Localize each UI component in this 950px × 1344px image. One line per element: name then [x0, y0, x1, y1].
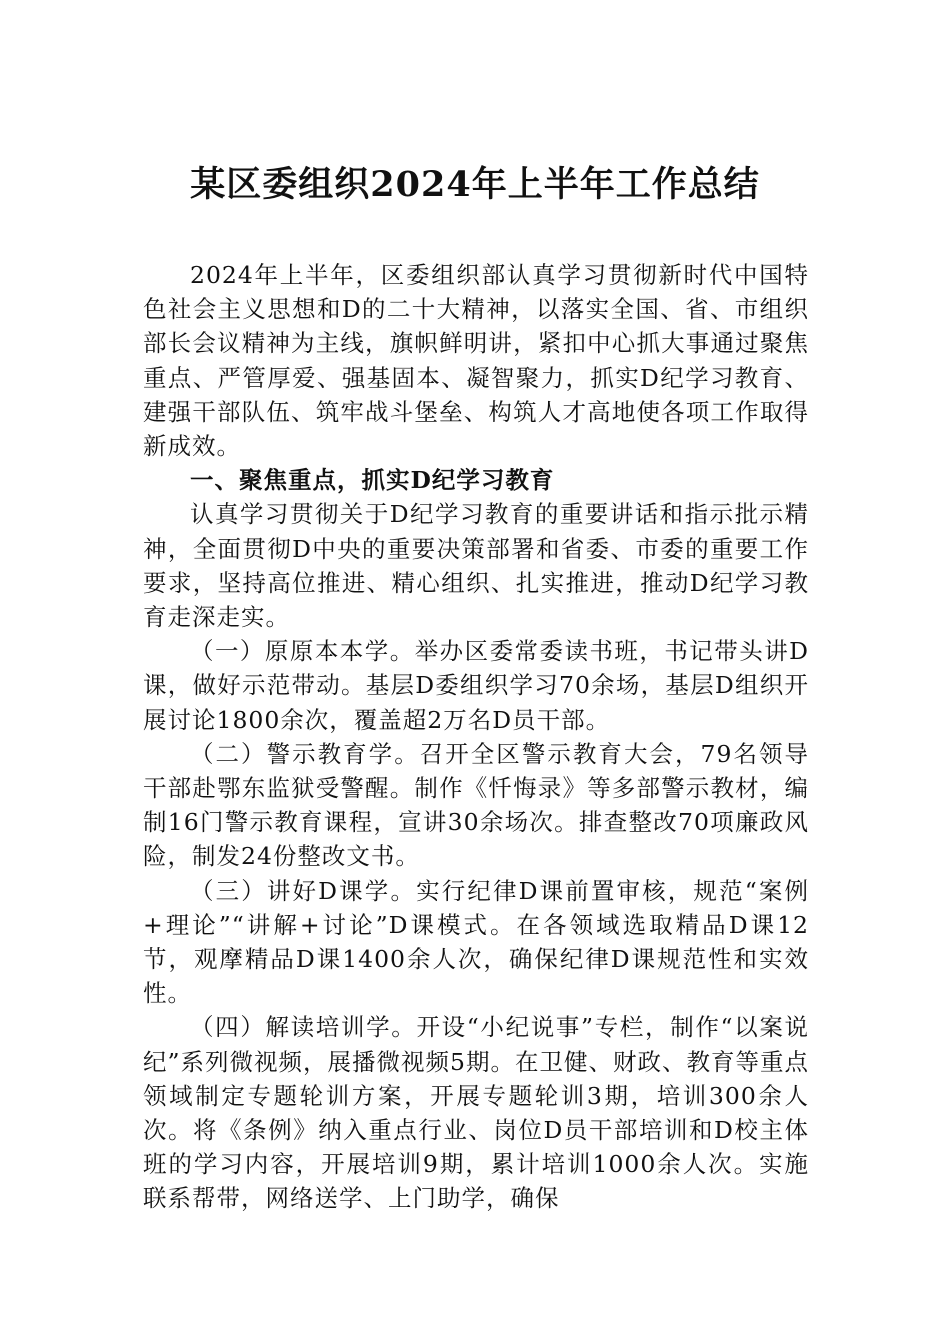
subsection-paragraph	[143, 634, 809, 737]
subsection-heading: （三）讲好D课学。	[190, 876, 417, 905]
subsection-heading: （四）解读培训学。	[190, 1013, 417, 1042]
subsection-paragraph	[143, 874, 809, 1011]
document-body	[143, 258, 809, 1216]
subsection-text: 开设“小纪说事”专栏，制作“以案说纪”系列微视频，展播微视频5期。在卫健、财政、教育等重点领域制定专题轮训方案，开展专题轮训3期，培训300余人次。将《条例》纳入重点行业、岗位D员干部培训和D校主体班的学习内容，开展培训9期，累计培训1000余人次。实施联系帮带，网络送学、上门助学，确保	[143, 1013, 810, 1213]
subsection-paragraph	[143, 737, 809, 874]
subsection-text: 实行纪律D课前置审核，规范“案例+理论”“讲解+讨论”D课模式。在各领域选取精品D课12节，观摩精品D课1400余人次，确保纪律D课规范性和实效性。	[143, 876, 809, 1008]
subsection-paragraph	[143, 1010, 809, 1215]
intro-paragraph: 2024年上半年，区委组织部认真学习贯彻新时代中国特色社会主义思想和D的二十大精神，以落实全国、省、市组织部长会议精神为主线，旗帜鲜明讲，紧扣中心抓大事通过聚焦重点、严管厚爱、强基固本、凝智聚力，抓实D纪学习教育、建强干部队伍、筑牢战斗堡垒、构筑人才高地使各项工作取得新成效。	[143, 261, 809, 461]
subsection-text: 召开全区警示教育大会，79名领导干部赴鄂东监狱受警醒。制作《忏悔录》等多部警示教材，编制16门警示教育课程，宣讲30余场次。排查整改70项廉政风险，制发24份整改文书。	[143, 739, 809, 871]
section-heading: 一、聚焦重点，抓实D纪学习教育	[190, 466, 555, 495]
section-intro-paragraph: 认真学习贯彻关于D纪学习教育的重要讲话和指示批示精神，全面贯彻D中央的重要决策部署和省委、市委的重要工作要求，坚持高位推进、精心组织、扎实推进，推动D纪学习教育走深走实。	[143, 500, 809, 632]
subsection-heading: （一）原原本本学。	[190, 637, 415, 666]
subsection-heading: （二）警示教育学。	[190, 739, 420, 768]
subsection-text: 举办区委常委读书班，书记带头讲D课，做好示范带动。基层D委组织学习70余场，基层D组织开展讨论1800余次，覆盖超2万名D员干部。	[143, 637, 810, 734]
document-title: 某区委组织2024年上半年工作总结	[190, 164, 760, 205]
